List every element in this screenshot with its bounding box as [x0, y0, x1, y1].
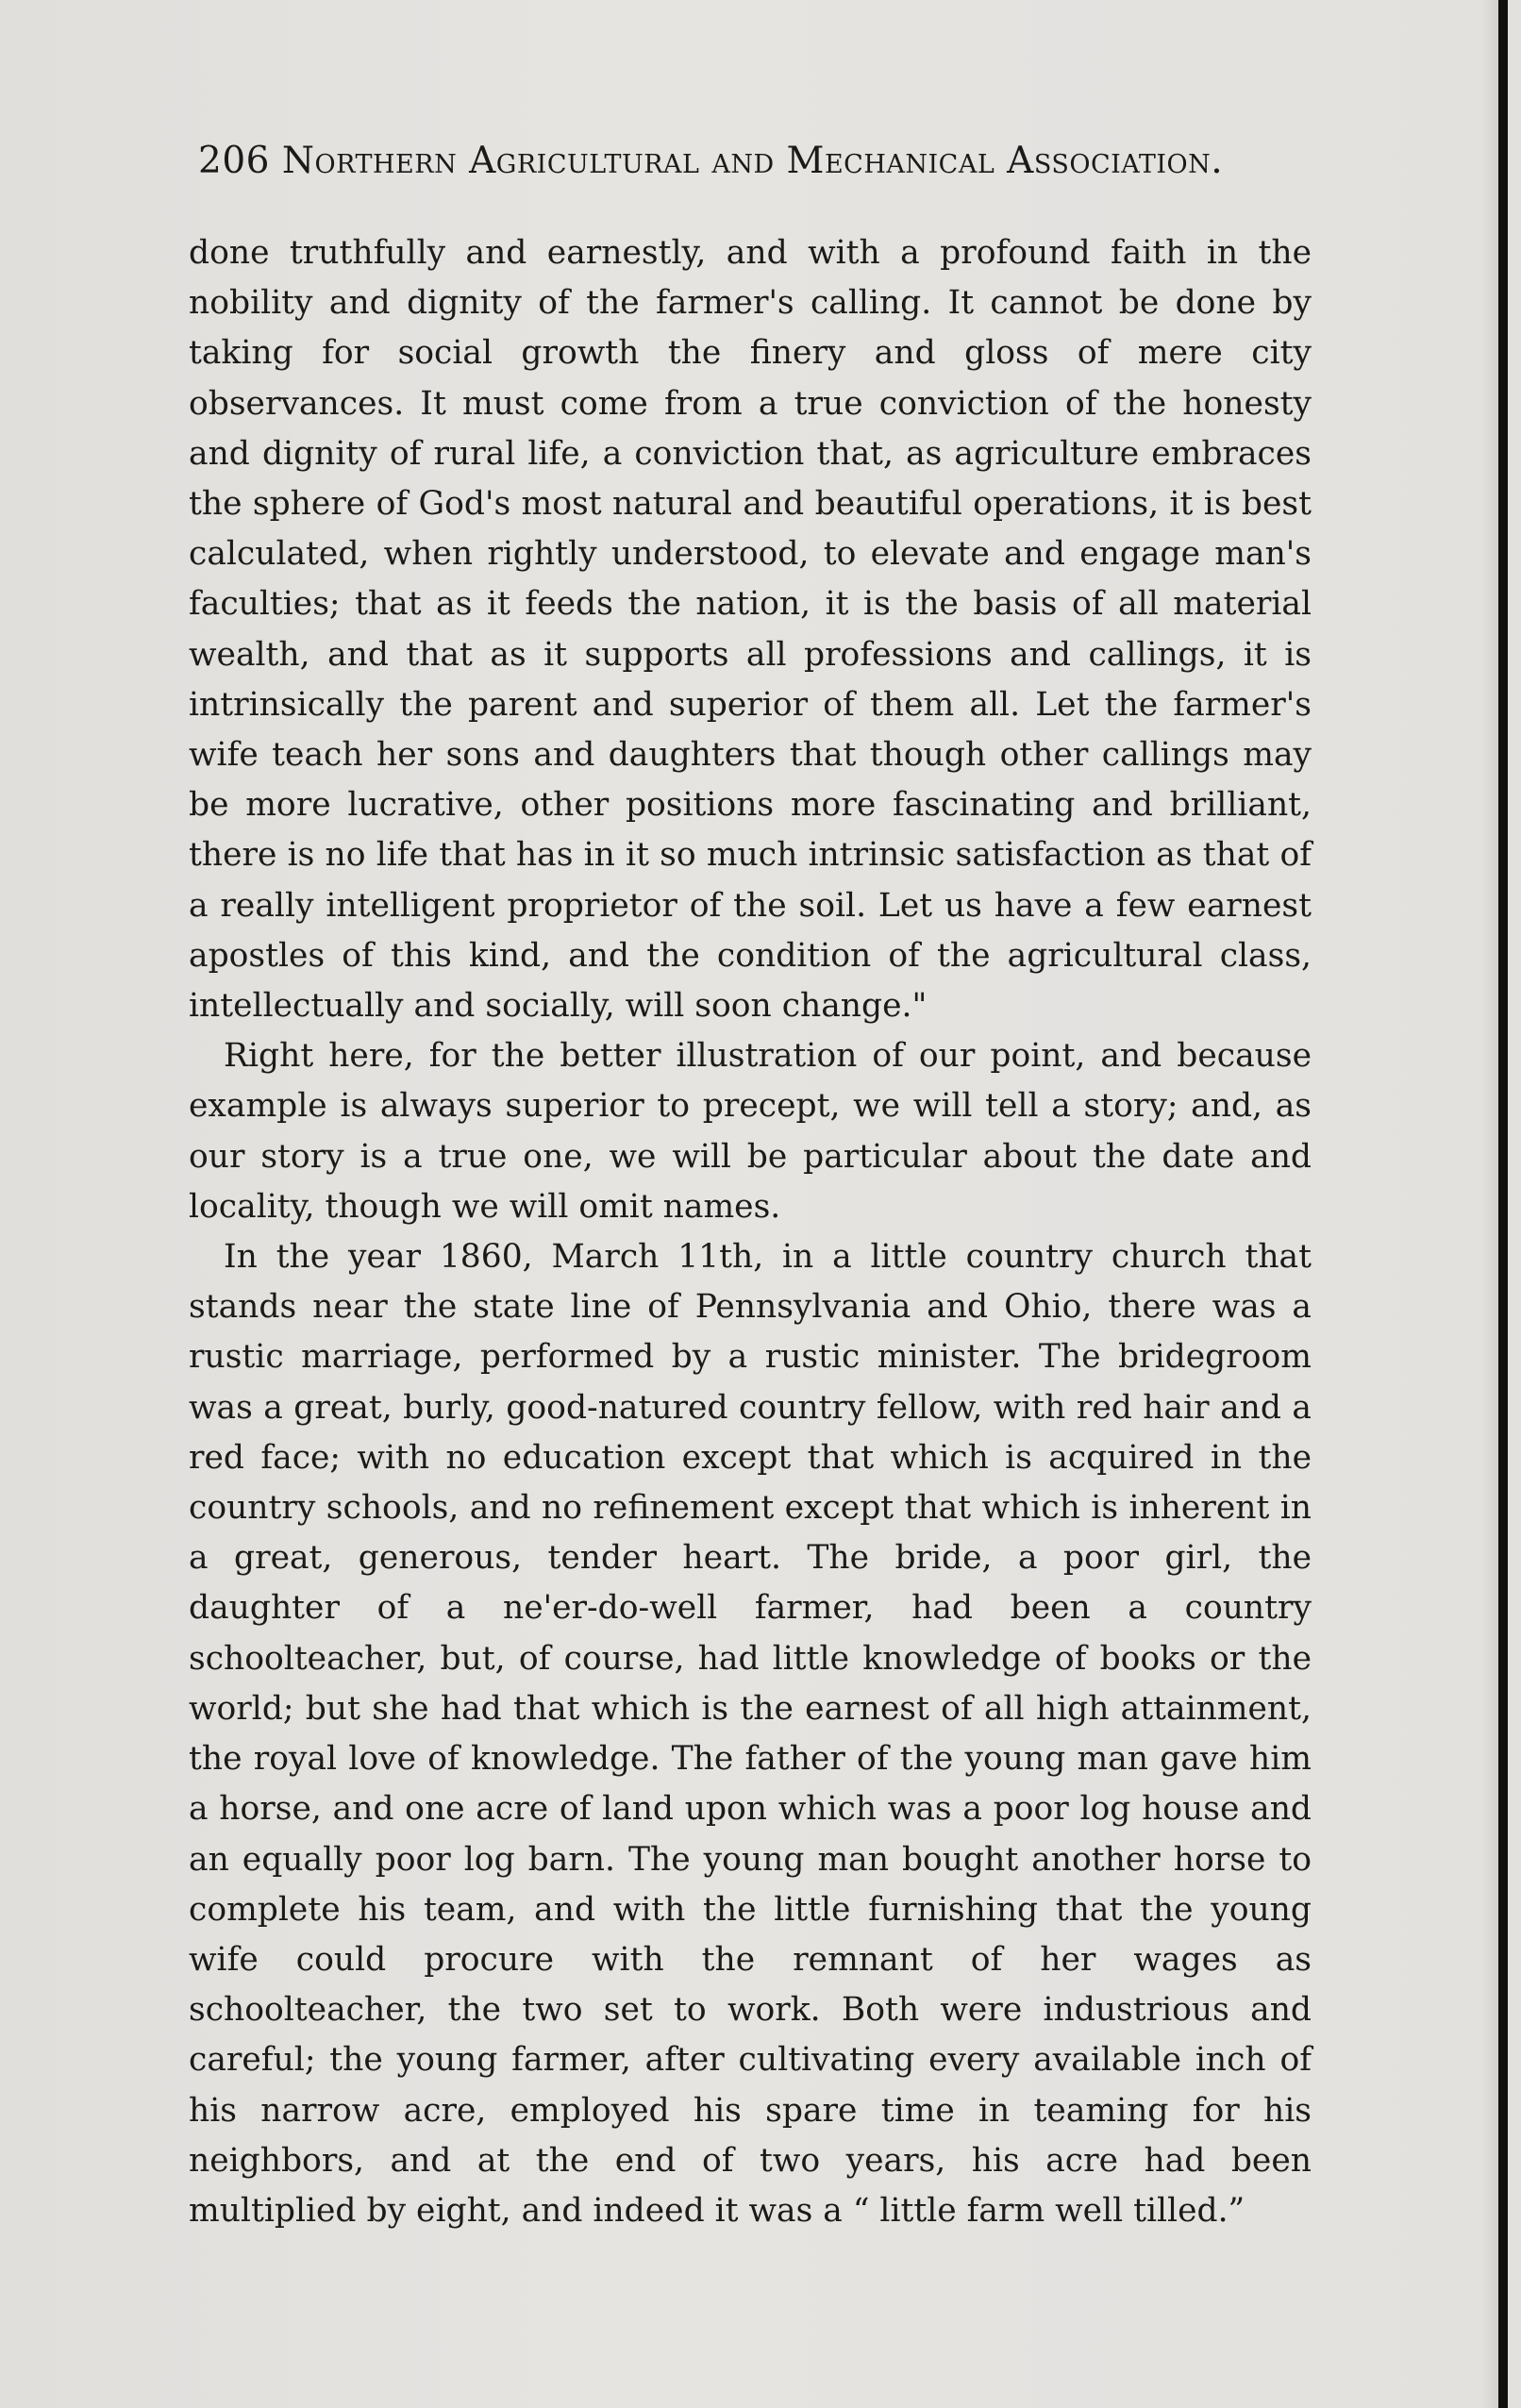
paragraph-continued: done truthfully and earnestly, and with a profound faith in the nobility and dignity of the farmer's calling. It cannot be done by taking for social growth the finery and gloss of mere city observances. It must come from a true conviction of the honesty and dignity of rural life, a conviction that, as agriculture embraces the sphere of God's most natural and beautiful operations, it is best calculated, when rightly understood, to elevate and engage man's faculties; that as it feeds the nation, it is the basis of all material wealth, and that as it supports all professions and callings, it is intrinsically the parent and superior of them all. Let the farmer's wife teach her sons and daughters that though other callings may be more lucrative, other positions more fascinating and brilliant, there is no life that has in it so much intrinsic satisfaction as that of a really intelligent proprietor of the soil. Let us have a few earnest apostles of this kind, and the condition of the agricultural class, intellectually and socially, will soon change." [189, 234, 1312, 1026]
page-number: 206 [198, 140, 270, 182]
book-spine-edge [1498, 0, 1508, 2408]
body-text [189, 228, 1312, 2236]
spine-shadow [1481, 0, 1498, 2408]
running-title: Northern Agricultural and Mechanical Association. [281, 140, 1224, 182]
running-header [198, 140, 1255, 182]
paragraph-story-intro: Right here, for the better illustration of our point, and because example is always superior to precept, we will tell a story; and, as our story is a true one, we will be particular about the date and locality, though we will omit names. [189, 1037, 1312, 1226]
paragraph-story: In the year 1860, March 11th, in a little country church that stands near the state line of Pennsylvania and Ohio, there was a rustic marriage, performed by a rustic minister. The bridegroom was a great, burly, good-natured country fellow, with red hair and a red face; with no education except that which is acquired in the country schools, and no refinement except that which is inherent in a great, generous, tender heart. The bride, a poor girl, the daughter of a ne'er-do-well farmer, had been a country schoolteacher, but, of course, had little knowledge of books or the world; but she had that which is the earnest of all high attainment, the royal love of knowledge. The father of the young man gave him a horse, and one acre of land upon which was a poor log house and an equally poor log barn. The young man bought another horse to complete his team, and with the little furnishing that the young wife could procure with the remnant of her wages as schoolteacher, the two set to work. Both were industrious and careful; the young farmer, after cultivating every available inch of his narrow acre, employed his spare time in teaming for his neighbors, and at the end of two years, his acre had been multiplied by eight, and indeed it was a “ little farm well tilled.” [189, 1238, 1312, 2230]
